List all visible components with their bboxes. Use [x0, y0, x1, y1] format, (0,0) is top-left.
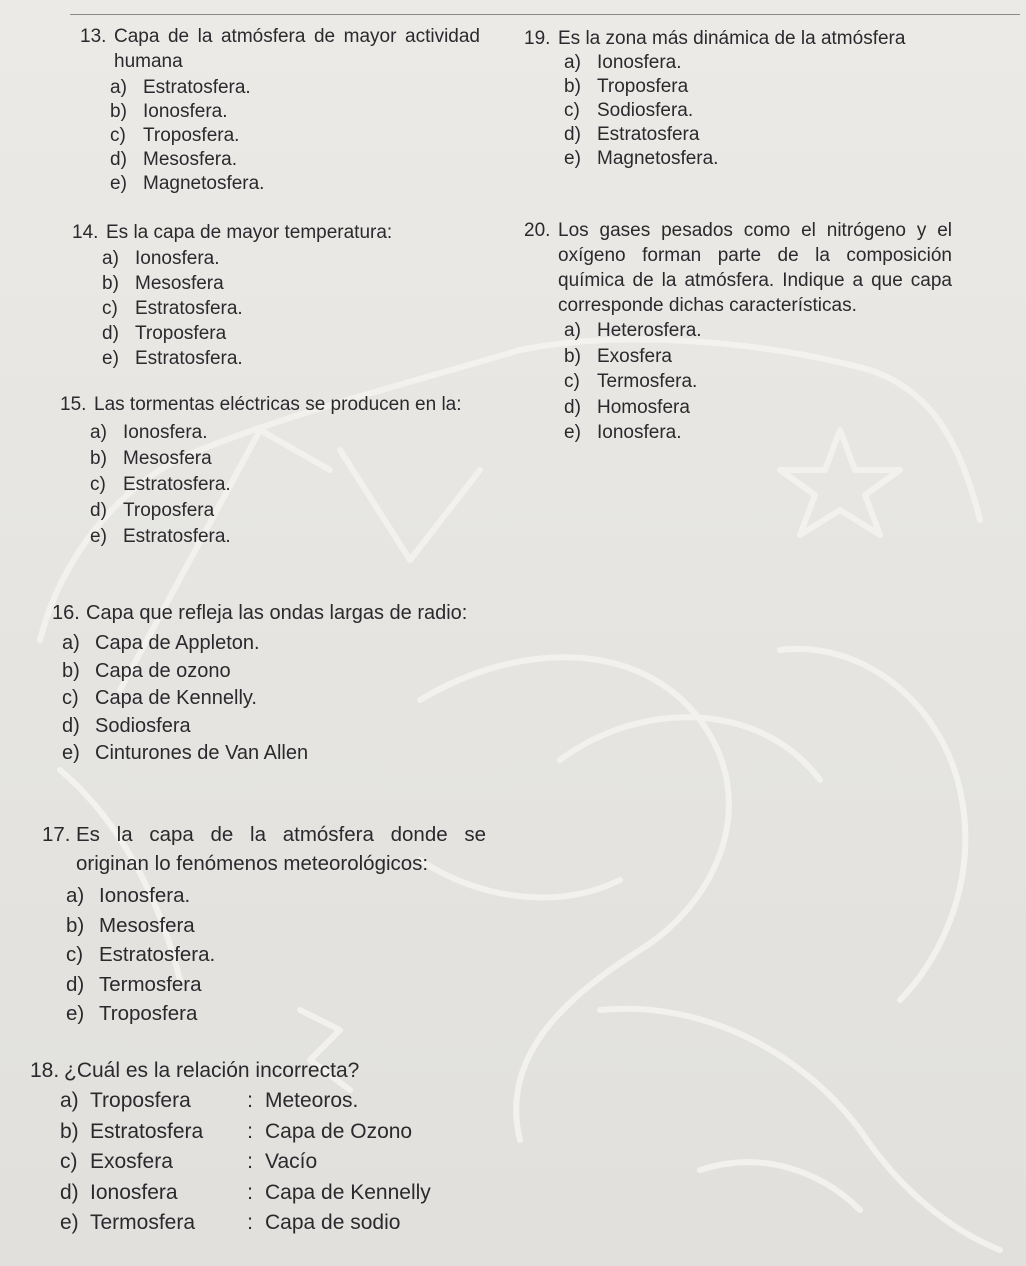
option-d[interactable]: d) Termosfera	[66, 972, 202, 996]
question-19	[524, 26, 936, 171]
option-b[interactable]: b) Exosfera	[564, 345, 672, 367]
option-e[interactable]: e) Magnetosfera.	[110, 173, 265, 194]
question-stem: ¿Cuál es la relación incorrecta?	[64, 1059, 360, 1082]
option-a[interactable]: a) Heterosfera.	[564, 320, 702, 341]
option-d[interactable]: d) Mesosfera.	[110, 149, 237, 170]
option-b[interactable]: b) Ionosfera.	[110, 101, 228, 122]
question-stem: Los gases pesados como el nitrógeno y el oxígeno forman parte de la composición química de la atmósfera. Indique a que capa corresponde dichas características.	[558, 220, 952, 316]
question-16	[52, 600, 484, 768]
option-a[interactable]: a) Ionosfera.	[564, 52, 682, 73]
question-stem: Es la capa de la atmósfera donde se originan lo fenómenos meteorológicos:	[76, 823, 486, 875]
question-stem: Capa que refleja las ondas largas de radio:	[86, 602, 468, 624]
option-c[interactable]: c) Sodiosfera.	[564, 100, 694, 121]
option-c[interactable]: c) Estratosfera.	[102, 298, 243, 319]
option-d[interactable]: d) Troposfera	[102, 323, 227, 344]
question-stem: Las tormentas eléctricas se producen en la:	[94, 394, 462, 415]
option-a[interactable]: a) Estratosfera.	[110, 77, 251, 98]
question-number: 19.	[524, 28, 551, 49]
option-b[interactable]: b) Troposfera	[564, 76, 689, 97]
option-a[interactable]: a) Ionosfera.	[66, 884, 191, 907]
question-13	[80, 24, 480, 196]
option-c[interactable]: c) Estratosfera.	[90, 474, 231, 495]
question-number: 13.	[80, 26, 107, 47]
option-c[interactable]: c) Troposfera.	[110, 125, 240, 146]
option-b[interactable]: b) Mesosfera	[90, 448, 212, 469]
option-c[interactable]: c) Exosfera : Vacío	[60, 1150, 318, 1173]
option-d[interactable]: d) Estratosfera	[564, 124, 700, 145]
option-a[interactable]: a) Capa de Appleton.	[62, 632, 260, 654]
question-17	[42, 820, 486, 1029]
option-d[interactable]: d) Sodiosfera	[62, 714, 191, 737]
question-18	[30, 1056, 490, 1239]
option-c[interactable]: c) Termosfera.	[564, 371, 698, 392]
option-b[interactable]: b) Estratosfera : Capa de Ozono	[60, 1119, 413, 1143]
question-number: 20.	[524, 220, 551, 241]
option-c[interactable]: c) Estratosfera.	[66, 943, 216, 966]
question-20	[524, 218, 952, 446]
option-e[interactable]: e) Estratosfera.	[90, 526, 231, 547]
question-number: 15.	[60, 394, 87, 415]
top-rule	[70, 14, 1020, 15]
option-a[interactable]: a) Troposfera : Meteoros.	[60, 1089, 359, 1112]
question-stem: Es la capa de mayor temperatura:	[106, 222, 393, 243]
option-e[interactable]: e) Cinturones de Van Allen	[62, 742, 309, 764]
option-d[interactable]: d) Homosfera	[564, 396, 690, 418]
option-b[interactable]: b) Capa de ozono	[62, 659, 231, 682]
question-14	[72, 220, 482, 371]
option-e[interactable]: e) Ionosfera.	[564, 422, 682, 443]
question-number: 18.	[30, 1059, 60, 1082]
question-number: 16.	[52, 602, 80, 624]
option-a[interactable]: a) Ionosfera.	[90, 422, 208, 443]
option-d[interactable]: d) Troposfera	[90, 500, 215, 521]
option-e[interactable]: e) Troposfera	[66, 1002, 198, 1025]
option-e[interactable]: e) Estratosfera.	[102, 348, 243, 369]
question-15	[60, 392, 480, 550]
option-d[interactable]: d) Ionosfera : Capa de Kennelly	[60, 1180, 431, 1204]
question-stem: Capa de la atmósfera de mayor actividad humana	[114, 26, 480, 72]
question-number: 14.	[72, 222, 99, 243]
option-c[interactable]: c) Capa de Kennelly.	[62, 687, 257, 709]
question-number: 17.	[42, 823, 71, 846]
option-e[interactable]: e) Termosfera : Capa de sodio	[60, 1211, 401, 1234]
question-stem: Es la zona más dinámica de la atmósfera	[558, 28, 906, 49]
option-a[interactable]: a) Ionosfera.	[102, 248, 220, 269]
option-e[interactable]: e) Magnetosfera.	[564, 148, 719, 169]
option-b[interactable]: b) Mesosfera	[66, 913, 195, 937]
option-b[interactable]: b) Mesosfera	[102, 273, 224, 294]
